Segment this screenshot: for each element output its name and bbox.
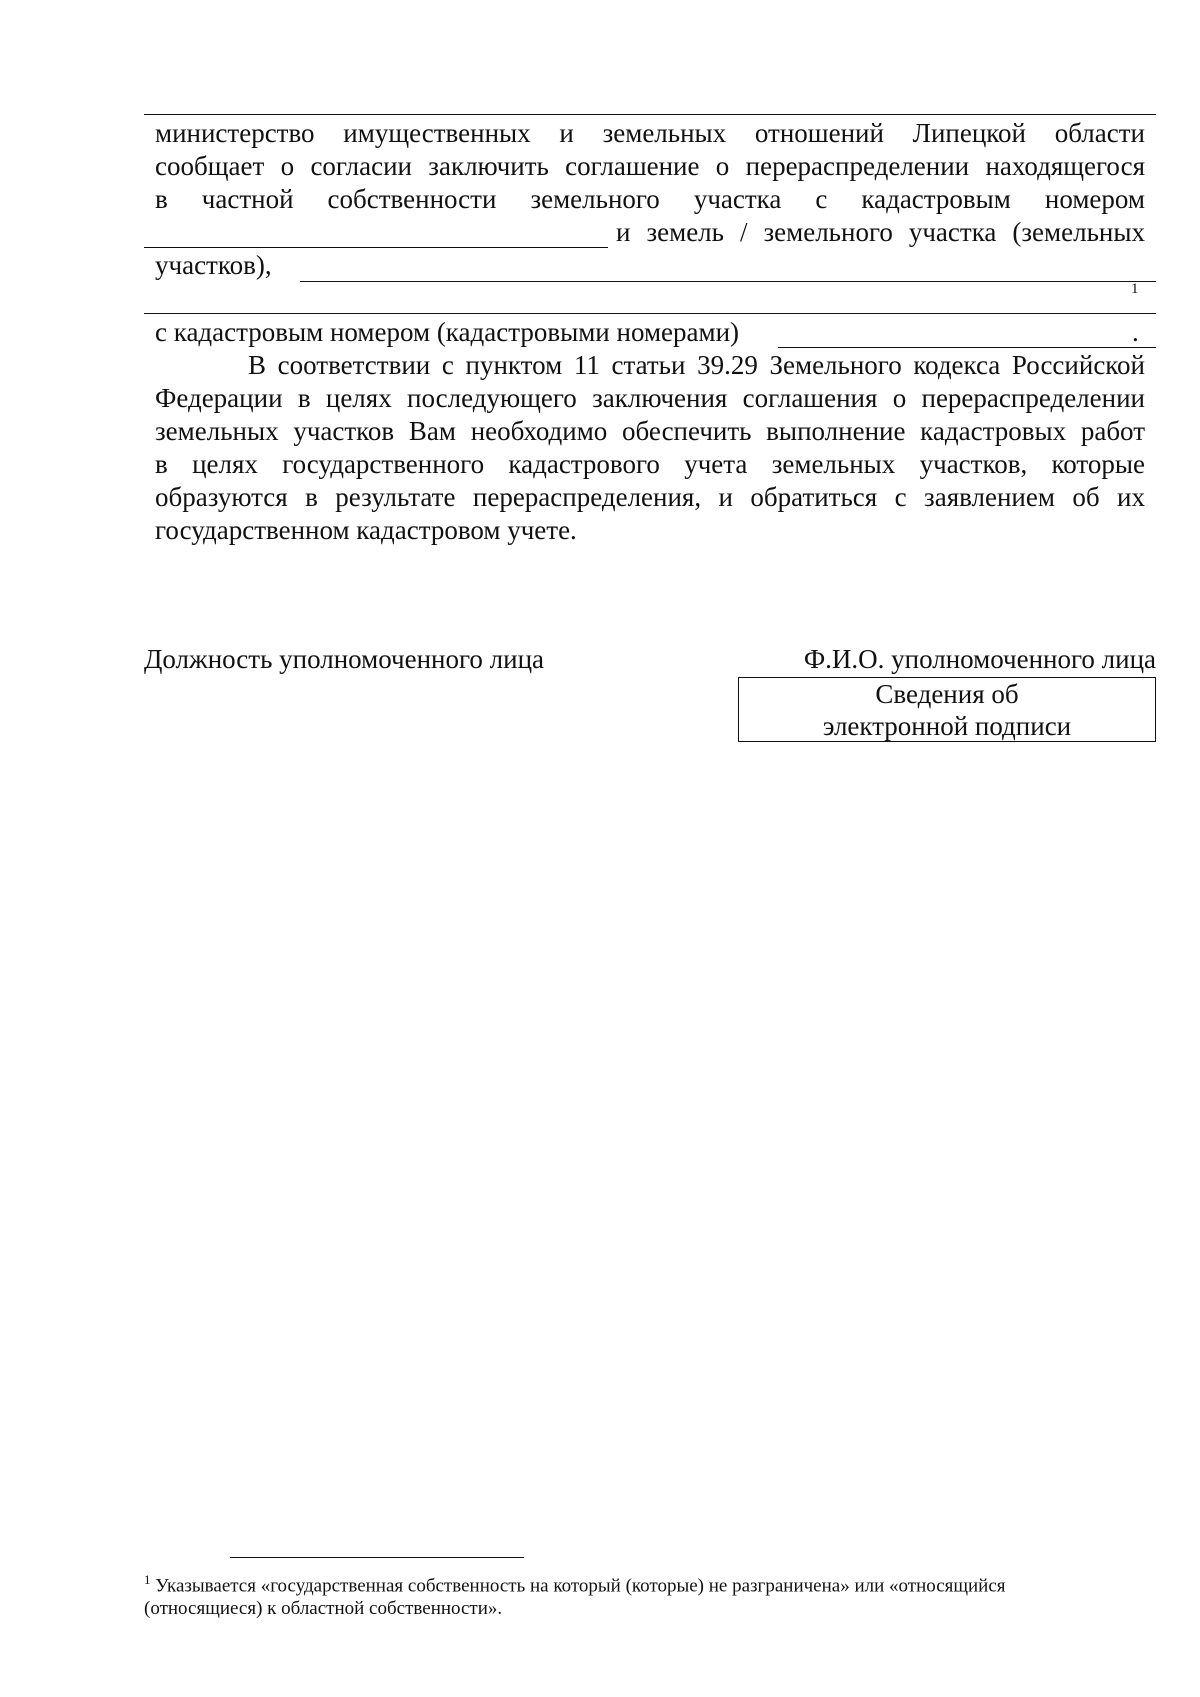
body-line-4: и земель / земельного участка (земельных xyxy=(616,217,1145,247)
cadastral-numbers-blank xyxy=(778,347,1156,348)
para2-line-1: В соответствии с пунктом 11 статьи 39.29 Земельного кодекса Российской xyxy=(248,350,1145,380)
footnote-marker: 1 xyxy=(144,1572,151,1587)
separator-rule xyxy=(144,313,1156,314)
footnote-line-2: (относящиеся) к областной собственности». xyxy=(144,1598,503,1619)
body-line-6-end: . xyxy=(1132,317,1139,347)
land-plots-blank xyxy=(300,281,1156,282)
body-line-1: министерство имущественных и земельных отношений Липецкой области xyxy=(155,118,1145,148)
body-line-3: в частной собственности земельного участка с кадастровым номером xyxy=(155,184,1145,214)
name-label: Ф.И.О. уполномоченного лица xyxy=(803,644,1156,674)
para2-line-2: Федерации в целях последующего заключения соглашения о перераспределении xyxy=(155,383,1145,413)
stamp-line-2: электронной подписи xyxy=(822,711,1072,741)
top-rule xyxy=(144,114,1156,115)
footnote-separator xyxy=(230,1557,524,1558)
body-line-5: участков), xyxy=(155,250,272,280)
body-line-6: с кадастровым номером (кадастровыми номерами) xyxy=(155,317,740,347)
cadastral-number-blank xyxy=(144,247,608,248)
footnote-text-1: Указывается «государственная собственность на который (которые) не разграничена» или «относящийся xyxy=(155,1575,1006,1597)
para2-line-5: образуются в результате перераспределения, и обратиться с заявлением об их xyxy=(155,482,1145,512)
body-line-2: сообщает о согласии заключить соглашение о перераспределении находящегося xyxy=(155,151,1145,181)
stamp-line-1: Сведения об xyxy=(875,679,1019,709)
position-label: Должность уполномоченного лица xyxy=(144,644,545,674)
para2-line-6: государственном кадастровом учете. xyxy=(155,515,577,545)
para2-line-3: земельных участков Вам необходимо обеспечить выполнение кадастровых работ xyxy=(155,416,1145,446)
footnote-reference: 1 xyxy=(1131,281,1139,297)
para2-line-4: в целях государственного кадастрового учета земельных участков, которые xyxy=(155,449,1145,479)
electronic-signature-stamp xyxy=(738,677,1156,742)
